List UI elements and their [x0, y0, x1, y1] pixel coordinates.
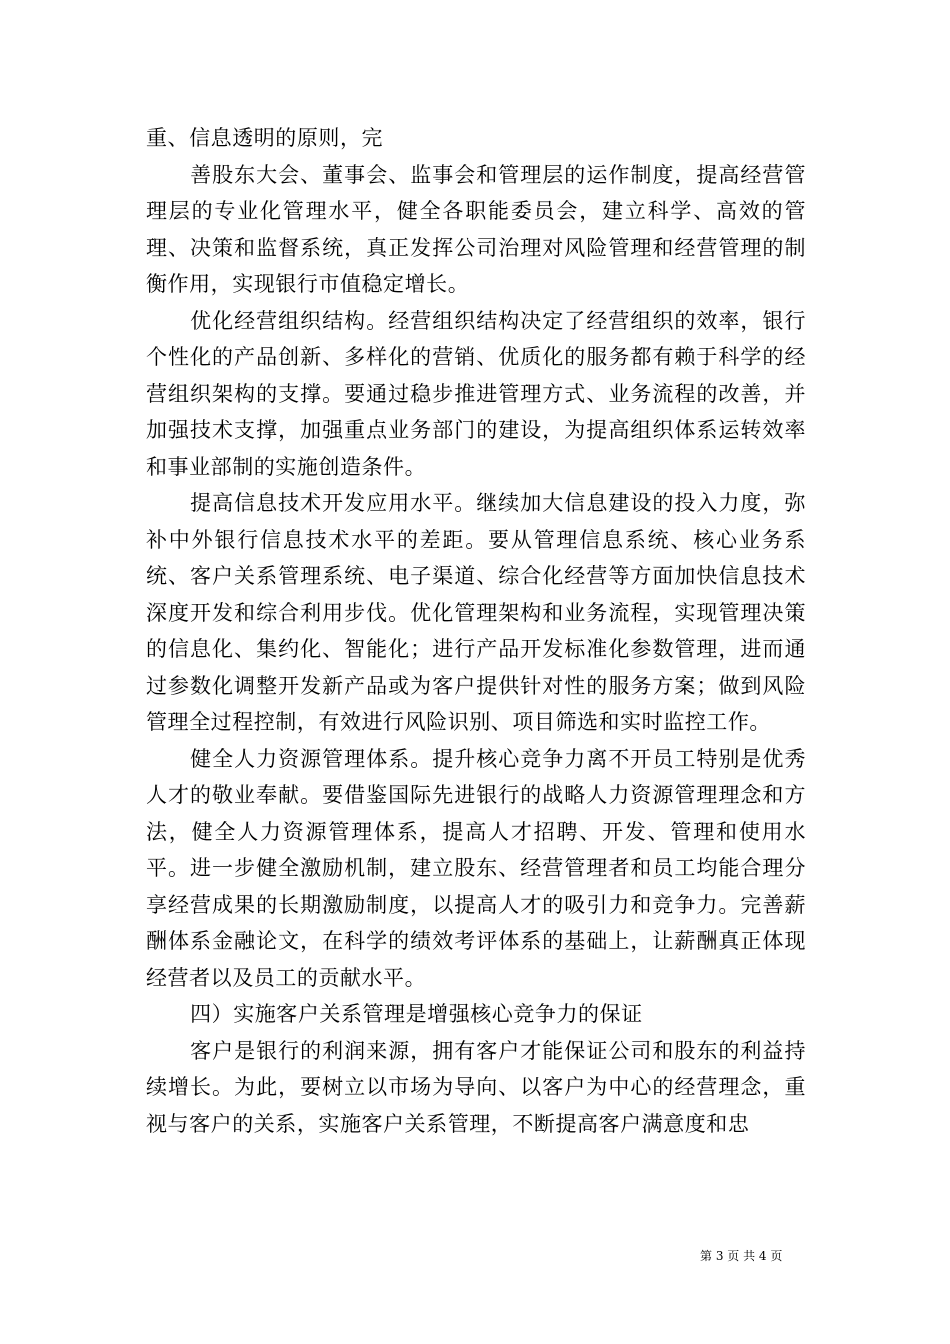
paragraph-governance: 善股东大会、董事会、监事会和管理层的运作制度，提高经营管理层的专业化管理水平，健全各职能委员会，建立科学、高效的管理、决策和监督系统，真正发挥公司治理对风险管理和经营管理的制衡作用，实现银行市值稳定增长。	[146, 162, 806, 296]
paragraph-human-resources: 健全人力资源管理体系。提升核心竞争力离不开员工特别是优秀人才的敬业奉献。要借鉴国际先进银行的战略人力资源管理理念和方法，健全人力资源管理体系，提高人才招聘、开发、管理和使用水平。进一步健全激励机制，建立股东、经营管理者和员工均能合理分享经营成果的长期激励制度，以提高人才的吸引力和竞争力。完善薪酬体系金融论文，在科学的绩效考评体系的基础上，让薪酬真正体现经营者以及员工的贡献水平。	[146, 746, 806, 990]
page-number-footer: 第 3 页 共 4 页	[700, 1249, 783, 1263]
document-body	[146, 120, 806, 1142]
section-heading-crm: 四）实施客户关系管理是增强核心竞争力的保证	[190, 1002, 643, 1026]
paragraph-continuation: 重、信息透明的原则，完	[146, 126, 384, 150]
paragraph-organization-structure: 优化经营组织结构。经营组织结构决定了经营组织的效率，银行个性化的产品创新、多样化的营销、优质化的服务都有赖于科学的经营组织架构的支撑。要通过稳步推进管理方式、业务流程的改善，并加强技术支撑，加强重点业务部门的建设，为提高组织体系运转效率和事业部制的实施创造条件。	[146, 308, 806, 479]
paragraph-customers: 客户是银行的利润来源，拥有客户才能保证公司和股东的利益持续增长。为此，要树立以市场为导向、以客户为中心的经营理念，重视与客户的关系，实施客户关系管理，不断提高客户满意度和忠	[146, 1038, 806, 1136]
paragraph-information-technology: 提高信息技术开发应用水平。继续加大信息建设的投入力度，弥补中外银行信息技术水平的差距。要从管理信息系统、核心业务系统、客户关系管理系统、电子渠道、综合化经营等方面加快信息技术深度开发和综合利用步伐。优化管理架构和业务流程，实现管理决策的信息化、集约化、智能化；进行产品开发标准化参数管理，进而通过参数化调整开发新产品或为客户提供针对性的服务方案；做到风险管理全过程控制，有效进行风险识别、项目筛选和实时监控工作。	[146, 491, 806, 734]
